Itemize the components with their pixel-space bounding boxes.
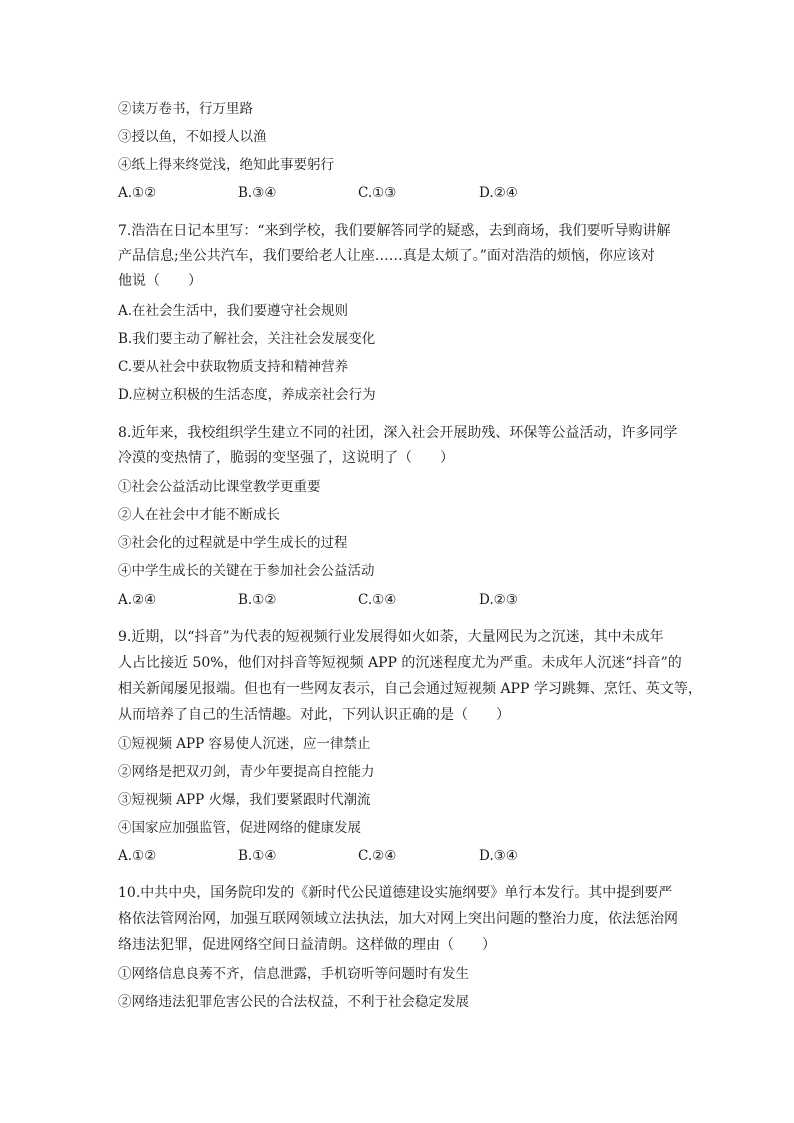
q9-stem-line-1: 9.近期，以“抖音”为代表的短视频行业发展得如火如荼，大量网民为之沉迷，其中未成年: [118, 629, 664, 645]
q9-option-b: B.①④: [238, 848, 277, 864]
q8-options: [118, 591, 688, 610]
q8-item-1: ①社会公益活动比课堂教学更重要: [118, 479, 321, 495]
q9-option-a: A.①②: [118, 848, 157, 864]
q6-option-a: A.①②: [118, 185, 157, 201]
q8-option-b: B.①②: [238, 592, 277, 608]
q9-option-d: D.③④: [479, 848, 518, 864]
q6-options: [118, 184, 688, 203]
q8-option-d: D.②③: [479, 592, 518, 608]
q6-option-b: B.③④: [238, 185, 277, 201]
q9-option-c: C.②④: [358, 848, 397, 864]
q7-stem-line-3: 他说（ ）: [118, 273, 202, 289]
q7-choice-d: D.应树立积极的生活态度，养成亲社会行为: [118, 387, 376, 403]
q9-stem-line-4: 从而培养了自己的生活情趣。对此，下列认识正确的是（ ）: [118, 707, 510, 723]
q9-item-3: ③短视频 APP 火爆，我们要紧跟时代潮流: [118, 792, 371, 808]
q6-item-2: ②读万卷书，行万里路: [118, 101, 253, 117]
q8-item-4: ④中学生成长的关键在于参加社会公益活动: [118, 563, 375, 579]
q10-item-2: ②网络违法犯罪危害公民的合法权益，不利于社会稳定发展: [118, 994, 469, 1010]
q9-stem-line-2: 人占比接近 50%，他们对抖音等短视频 APP 的沉迷程度尤为严重。未成年人沉迷“抖音”的: [118, 655, 682, 671]
q6-option-d: D.②④: [479, 185, 518, 201]
q7-choice-b: B.我们要主动了解社会，关注社会发展变化: [118, 331, 376, 347]
q6-option-c: C.①③: [358, 185, 397, 201]
q9-item-2: ②网络是把双刃剑，青少年要提高自控能力: [118, 764, 375, 780]
q6-item-3: ③授以鱼，不如授人以渔: [118, 129, 267, 145]
q7-stem-line-2: 产品信息;坐公共汽车，我们要给老人让座……真是太烦了。”面对浩浩的烦恼，你应该对: [118, 248, 655, 264]
q8-item-3: ③社会化的过程就是中学生成长的过程: [118, 535, 348, 551]
q7-stem-line-1: 7.浩浩在日记本里写：“来到学校，我们要解答同学的疑惑，去到商场，我们要听导购讲解: [118, 223, 671, 239]
q8-option-a: A.②④: [118, 592, 157, 608]
q8-stem-line-1: 8.近年来，我校组织学生建立不同的社团，深入社会开展助残、环保等公益活动，许多同学: [118, 425, 678, 441]
q10-stem-line-1: 10.中共中央，国务院印发的《新时代公民道德建设实施纲要》单行本发行。其中提到要严: [118, 885, 673, 901]
q10-item-1: ①网络信息良莠不齐，信息泄露，手机窃听等问题时有发生: [118, 966, 469, 982]
q9-item-1: ①短视频 APP 容易使人沉迷，应一律禁止: [118, 736, 371, 752]
q10-stem-line-2: 格依法管网治网，加强互联网领域立法执法，加大对网上突出问题的整治力度，依法惩治网: [118, 911, 678, 927]
q6-item-4: ④纸上得来终觉浅，绝知此事要躬行: [118, 157, 334, 173]
q9-options: [118, 847, 688, 866]
q7-choice-a: A.在社会生活中，我们要遵守社会规则: [118, 303, 349, 319]
q7-choice-c: C.要从社会中获取物质支持和精神营养: [118, 359, 349, 375]
q8-item-2: ②人在社会中才能不断成长: [118, 507, 280, 523]
q9-item-4: ④国家应加强监管，促进网络的健康发展: [118, 820, 361, 836]
q9-stem-line-3: 相关新闻屡见报端。但也有一些网友表示，自己会通过短视频 APP 学习跳舞、烹饪、英文等，: [118, 681, 702, 697]
q8-stem-line-2: 冷漠的变热情了，脆弱的变坚强了，这说明了（ ）: [118, 450, 454, 466]
q8-option-c: C.①④: [358, 592, 397, 608]
q10-stem-line-3: 络违法犯罪，促进网络空间日益清朗。这样做的理由（ ）: [118, 937, 496, 953]
